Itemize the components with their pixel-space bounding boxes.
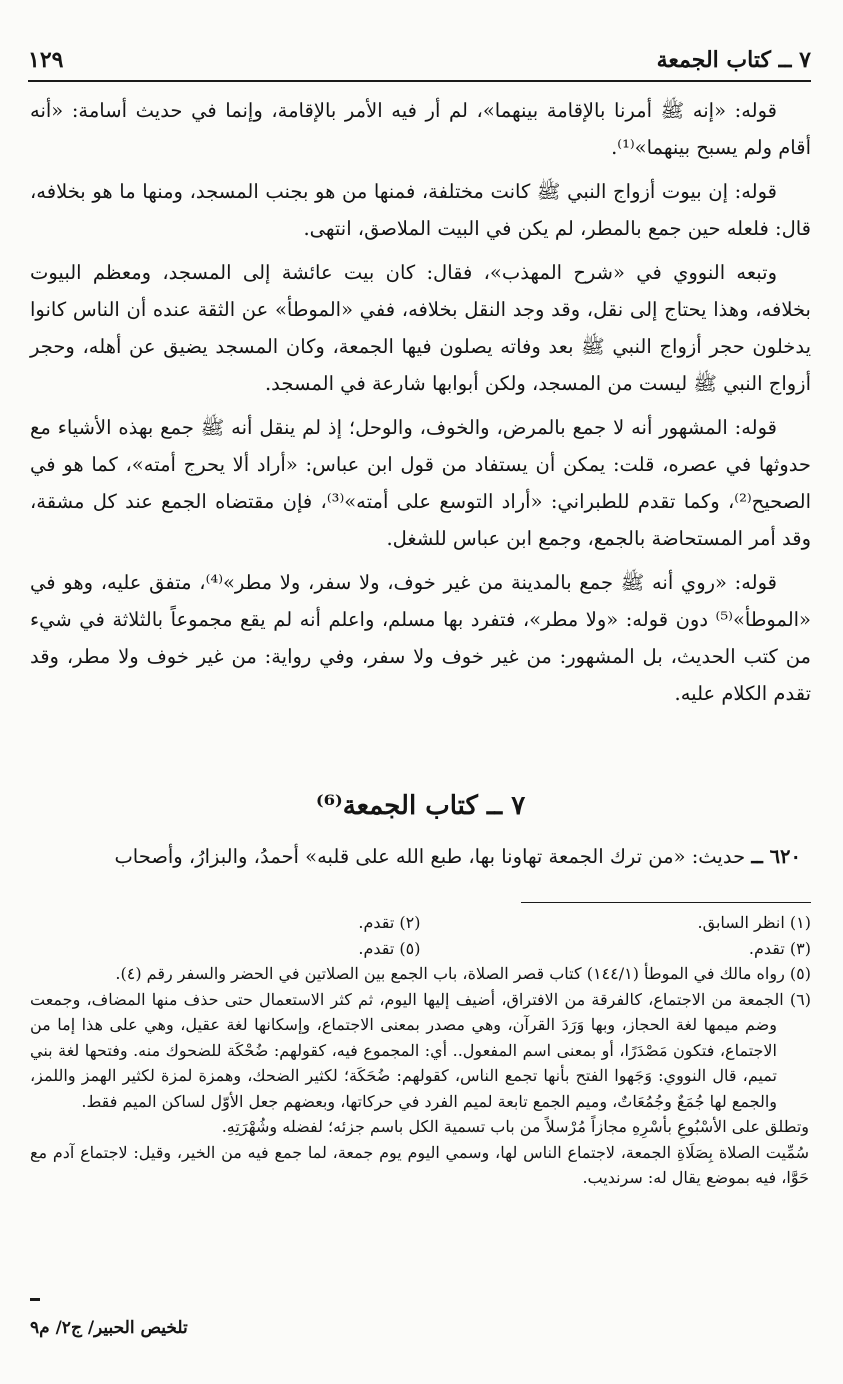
signature-mark: تلخيص الحبير/ ج٢/ م٩ xyxy=(30,1318,188,1338)
hadith-number: ٦٢٠ ــ xyxy=(751,845,801,868)
footnote-2: (٢) تقدم. xyxy=(358,913,421,932)
footnote-3: (٣) تقدم. xyxy=(748,938,811,958)
chapter-title: ٧ ــ كتاب الجمعة xyxy=(656,47,811,73)
section-footnote-ref: ⁽⁶⁾ xyxy=(315,791,343,821)
hadith-text: حديث: «من ترك الجمعة تهاونا بها، طبع الله على قلبه» أحمدُ، والبزارُ، وأصحاب xyxy=(114,845,746,868)
running-header xyxy=(28,40,811,82)
footnote-5-short: (٥) تقدم. xyxy=(358,938,421,958)
footnote-6-continued: وتطلق على الأسْبُوعِ بأسْرِهِ مجازاً مُرْسلاً من باب تسمية الكل باسم جزئه؛ لفضله وشُهْرَتِهِ. xyxy=(221,1117,809,1136)
section-heading xyxy=(30,786,811,826)
hadith-entry xyxy=(30,840,811,874)
footnote-6: (٦) الجمعة من الاجتماع، كالفرقة من الافتراق، أضيف إليها اليوم، ثم كثر الاستعمال حتى حذف منها المضاف، وجمعت وضم ميمها لغة الحجاز، وبها وَرَدَ القرآن، وهي مصدر بمعنى الاجتماع، وإسكانها لغة عقيل، وهي على هذا إما من الاجتماع، فتكون مَصْدَرًا، أو بمعنى اسم المفعول.. أي: المجموع فيه، كقولهم: ضُحْكَة للضحوك منه. وفتحها لغة بني تميم، قال النووي: وَجَهوا الفتح بأنها تجمع الناس، كقولهم: ضُحَكَة؛ لكثير الضحك، وهمزة لمزة لكثير الهمز واللمز، والجمع لها جُمَعٌ وجُمُعَاتٌ، وميم الجمع تابعة لميم الفرد في حركاتها، وبعضهم جعل الأوّل لساكن الميم فقط. xyxy=(30,989,811,1111)
section-heading-text: ٧ ــ كتاب الجمعة xyxy=(342,791,526,821)
main-text xyxy=(30,92,811,719)
footnote-row xyxy=(30,910,811,936)
paragraph-3: وتبعه النووي في «شرح المهذب»، فقال: كان بيت عائشة إلى المسجد، ومعظم البيوت بخلافه، وهذا يحتاج إلى نقل، وقد وجد النقل بخلافه، ففي «الموطأ» عن الثقة عنده أن الناس كانوا يدخلون حجر أزواج النبي ﷺ بعد وفاته يصلون فيها الجمعة، وكان المسجد يضيق عن أهله، وحجر أزواج النبي ﷺ ليست من المسجد، ولكن أبوابها شارعة في المسجد. xyxy=(30,261,811,395)
page-footer xyxy=(30,1318,811,1338)
footnote-5: (٥) رواه مالك في الموطأ (١٤٤/١) كتاب قصر الصلاة، باب الجمع بين الصلاتين في الحضر والسفر رقم (٤). xyxy=(115,964,811,983)
footnotes xyxy=(30,910,811,1191)
paragraph-4: قوله: المشهور أنه لا جمع بالمرض، والخوف، والوحل؛ إذ لم ينقل أنه ﷺ جمع بهذه الأشياء مع حدوثها في عصره، قلت: يمكن أن يستفاد من قول ابن عباس: «أراد ألا يحرج أمته»، كما هو في الصحيح⁽²⁾، وكما تقدم للطبراني: «أراد التوسع على أمته»⁽³⁾، فإن مقتضاه الجمع عند كل مشقة، وقد أمر المستحاضة بالجمع، وجمع ابن عباس للشغل. xyxy=(30,416,812,550)
paragraph-5: قوله: «روي أنه ﷺ جمع بالمدينة من غير خوف، ولا سفر، ولا مطر»⁽⁴⁾، متفق عليه، وهو في «الموطأ»⁽⁵⁾ دون قوله: «ولا مطر»، فتفرد بها مسلم، واعلم أنه لم يقع مجموعاً بالثلاثة في شيء من كتب الحديث، بل المشهور: من غير خوف ولا سفر، وفي رواية: من غير خوف ولا مطر، وقد تقدم الكلام عليه. xyxy=(30,571,811,705)
paragraph-1: قوله: «إنه ﷺ أمرنا بالإقامة بينهما»، لم أر فيه الأمر بالإقامة، وإنما في حديث أسامة: «أنه أقام ولم يسبح بينهما»⁽¹⁾. xyxy=(30,99,811,159)
footnote-separator xyxy=(521,902,811,903)
footnote-1: (١) انظر السابق. xyxy=(697,913,811,932)
margin-mark xyxy=(30,1298,40,1301)
page-number: ١٢٩ xyxy=(28,47,64,73)
footnote-6-final: سُمِّيت الصلاة بِصَلَاةِ الجمعة، لاجتماع الناس لها، وسمي اليوم يوم جمعة، لما جمع فيه من الخير، وقيل: لاجتماع آدم مع حَوَّا، فيه بموضع يقال له: سرنديب. xyxy=(30,1142,809,1187)
footnote-row xyxy=(30,936,811,962)
paragraph-2: قوله: إن بيوت أزواج النبي ﷺ كانت مختلفة، فمنها من هو بجنب المسجد، ومنها ما هو بخلافه، قال: فلعله حين جمع بالمطر، لم يكن في البيت الملاصق، انتهى. xyxy=(30,180,811,240)
